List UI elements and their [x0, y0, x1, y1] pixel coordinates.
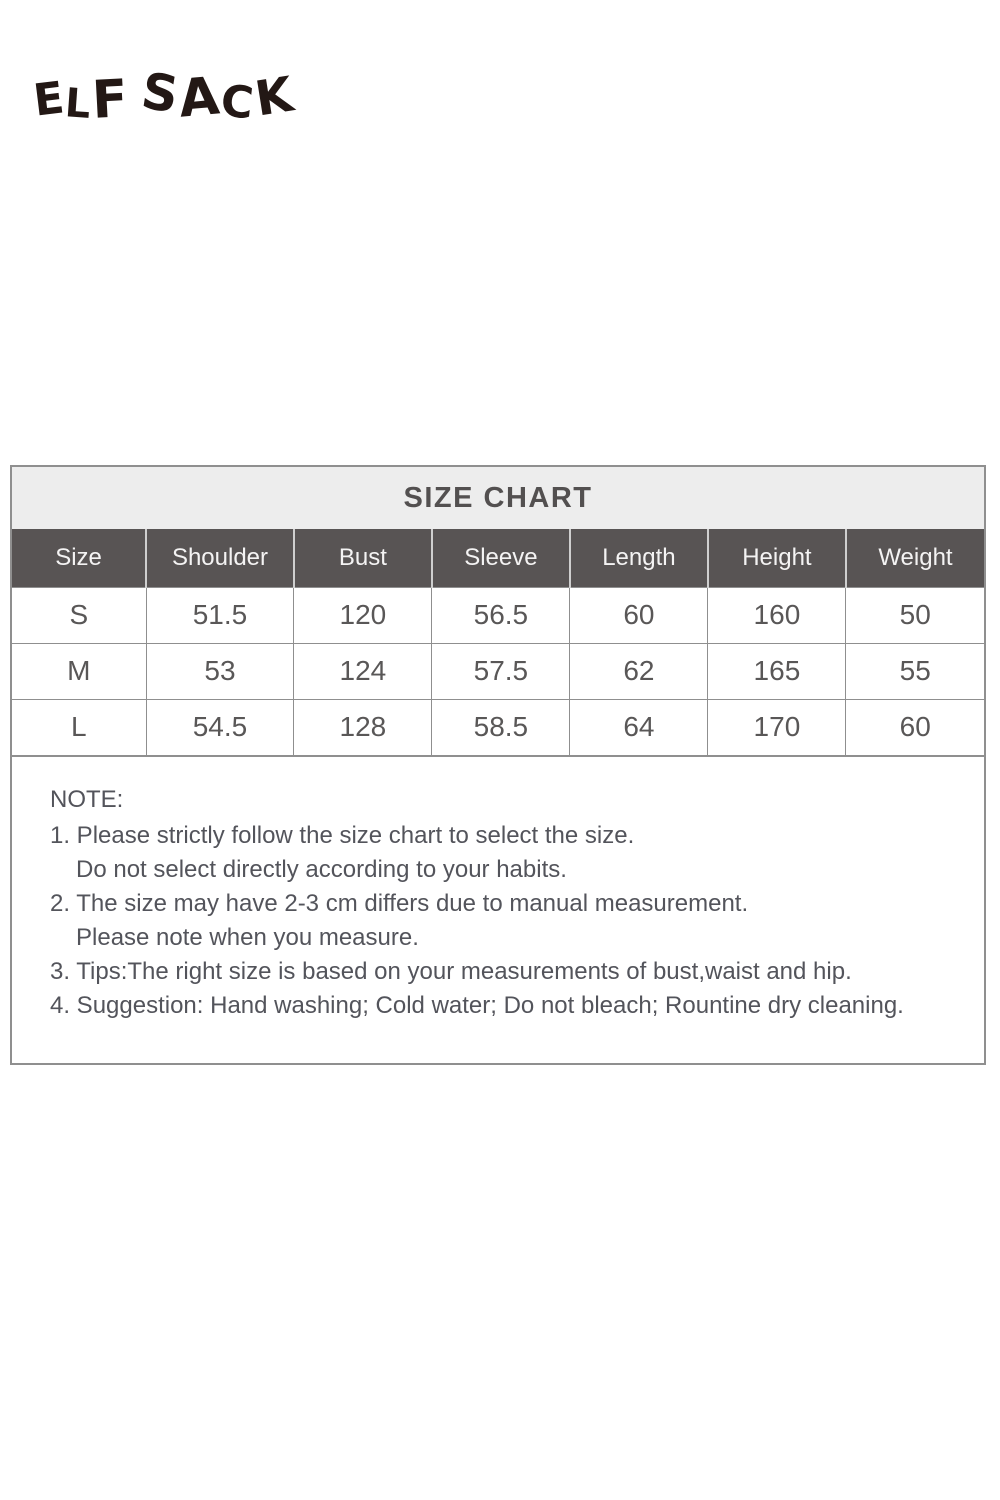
logo-letter: E [30, 72, 67, 127]
cell-size-label: S [12, 587, 146, 643]
cell-length: 62 [570, 643, 708, 699]
column-header-sleeve: Sleeve [432, 529, 570, 587]
cell-sleeve: 58.5 [432, 699, 570, 755]
cell-sleeve: 56.5 [432, 587, 570, 643]
column-header-shoulder: Shoulder [146, 529, 294, 587]
brand-logo [30, 44, 297, 131]
cell-shoulder: 51.5 [146, 587, 294, 643]
cell-size-label: L [12, 699, 146, 755]
table-row-size-s [12, 587, 984, 643]
cell-length: 64 [570, 699, 708, 755]
note-line-3: 3. Tips:The right size is based on your measurements of bust,waist and hip. [50, 957, 852, 985]
column-header-size: Size [12, 529, 146, 587]
column-header-bust: Bust [294, 529, 432, 587]
cell-weight: 50 [846, 587, 984, 643]
note-line-4: 4. Suggestion: Hand washing; Cold water; Do not bleach; Rountine dry cleaning. [50, 991, 904, 1019]
table-header-row [12, 529, 984, 587]
cell-bust: 120 [294, 587, 432, 643]
logo-letter: C [218, 75, 257, 130]
cell-height: 165 [708, 643, 846, 699]
column-header-height: Height [708, 529, 846, 587]
cell-size-label: M [12, 643, 146, 699]
cell-shoulder: 53 [146, 643, 294, 699]
cell-sleeve: 57.5 [432, 643, 570, 699]
table-row-size-l [12, 699, 984, 755]
cell-height: 160 [708, 587, 846, 643]
note-line-2: 2. The size may have 2-3 cm differs due to manual measurement. [50, 889, 749, 917]
logo-letter: F [90, 69, 129, 131]
logo-letter: K [251, 66, 297, 128]
logo-letter: A [176, 66, 222, 130]
cell-weight: 60 [846, 699, 984, 755]
note-box [12, 756, 984, 1063]
cell-bust: 124 [294, 643, 432, 699]
size-chart-table [12, 529, 984, 756]
column-header-length: Length [570, 529, 708, 587]
cell-shoulder: 54.5 [146, 699, 294, 755]
note-line-1: 1. Please strictly follow the size chart to select the size. [50, 821, 635, 849]
note-heading: NOTE: [50, 785, 124, 813]
note-line-2b: Please note when you measure. [76, 923, 419, 951]
cell-length: 60 [570, 587, 708, 643]
cell-height: 170 [708, 699, 846, 755]
table-row-size-m [12, 643, 984, 699]
note-line-1b: Do not select directly according to your habits. [76, 855, 567, 883]
logo-letter: S [137, 61, 183, 125]
cell-weight: 55 [846, 643, 984, 699]
cell-bust: 128 [294, 699, 432, 755]
size-chart-block [10, 465, 986, 1065]
size-chart-title: SIZE CHART [12, 467, 984, 529]
column-header-weight: Weight [846, 529, 984, 587]
logo-letter: L [63, 80, 93, 128]
